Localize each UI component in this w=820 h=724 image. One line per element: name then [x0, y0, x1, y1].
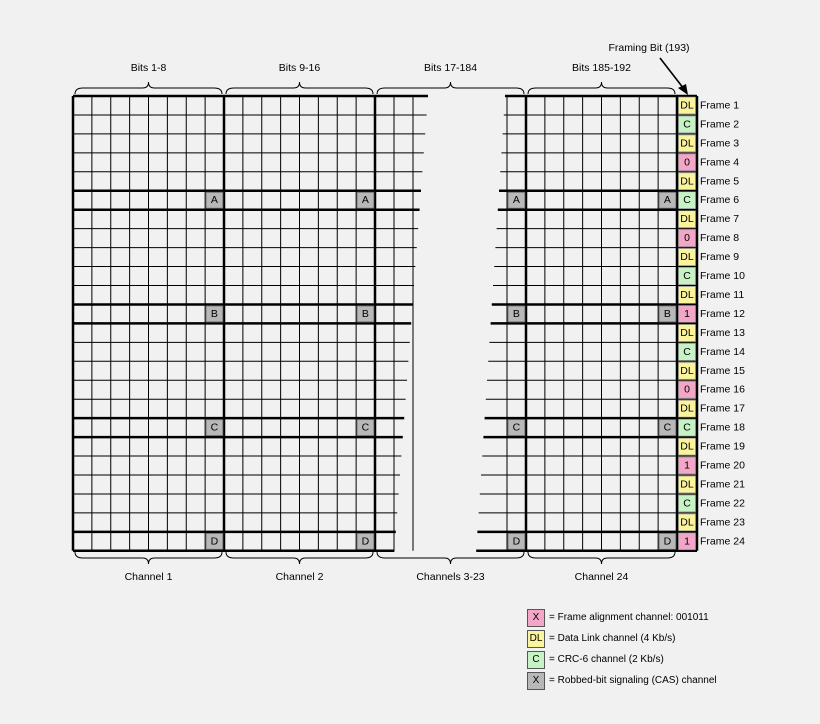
bottom-brace: [528, 552, 675, 564]
legend-text: = Frame alignment channel: 001011: [549, 612, 709, 623]
frame-label: Frame 6: [700, 194, 740, 207]
framing-bit-code: DL: [680, 402, 694, 415]
signaling-letter: D: [210, 535, 219, 548]
legend-item: [527, 628, 717, 649]
framing-bit-code: DL: [680, 440, 694, 453]
legend-item: [527, 607, 717, 628]
framing-bit-code: 1: [684, 459, 690, 472]
frame-label: Frame 11: [700, 288, 745, 301]
framing-bit-code: C: [683, 118, 691, 131]
legend-item: [527, 670, 717, 691]
signaling-letter: D: [361, 535, 370, 548]
frame-label: Frame 21: [700, 478, 745, 491]
frame-label: Frame 1: [700, 99, 740, 112]
frame-label: Frame 9: [700, 251, 740, 264]
signaling-letter: B: [512, 307, 520, 320]
frame-label: Frame 19: [700, 440, 745, 453]
signaling-letter: C: [512, 421, 521, 434]
signaling-letter: A: [361, 194, 369, 207]
frame-label: Frame 17: [700, 402, 745, 415]
signaling-letter: B: [663, 307, 671, 320]
frame-label: Frame 2: [700, 118, 740, 131]
frame-label: Frame 24: [700, 535, 745, 548]
bottom-brace: [377, 552, 524, 564]
frame-label: Frame 10: [700, 270, 745, 283]
legend-swatch: X: [527, 609, 545, 627]
frame-label: Frame 4: [700, 156, 740, 169]
channel-label: Channel 1: [124, 571, 173, 583]
framing-bit-code: DL: [680, 326, 694, 339]
bottom-brace: [226, 552, 373, 564]
channel-label: Channel 24: [574, 571, 629, 583]
channel-label: Channel 2: [275, 571, 324, 583]
framing-bit-code: 0: [684, 156, 690, 169]
signaling-letter: A: [663, 194, 671, 207]
framing-bit-code: DL: [680, 213, 694, 226]
bit-range-label: Bits 1-8: [130, 62, 167, 74]
legend-swatch: C: [527, 651, 545, 669]
signaling-letter: B: [210, 307, 218, 320]
top-brace: [226, 82, 373, 94]
framing-bit-code: C: [683, 270, 691, 283]
legend-swatch: DL: [527, 630, 545, 648]
signaling-letter: A: [210, 194, 218, 207]
framing-bit-code: DL: [680, 516, 694, 529]
bit-range-label: Bits 17-184: [423, 62, 478, 74]
framing-bit-code: DL: [680, 251, 694, 264]
top-brace: [528, 82, 675, 94]
bottom-brace: [75, 552, 222, 564]
channel-label: Channels 3-23: [416, 571, 485, 583]
signaling-letter: D: [512, 535, 521, 548]
frame-label: Frame 18: [700, 421, 745, 434]
signaling-letter: B: [361, 307, 369, 320]
signaling-letter: C: [210, 421, 219, 434]
framing-bit-code: 0: [684, 383, 690, 396]
signaling-letter: C: [663, 421, 672, 434]
frame-label: Frame 3: [700, 137, 740, 150]
legend-item: [527, 649, 717, 670]
signaling-letter: A: [512, 194, 520, 207]
signaling-letter: D: [663, 535, 672, 548]
frame-label: Frame 13: [700, 326, 745, 339]
frame-label: Frame 15: [700, 364, 745, 377]
framing-bit-code: DL: [680, 478, 694, 491]
frame-label: Frame 22: [700, 497, 745, 510]
bit-range-label: Bits 185-192: [572, 62, 631, 74]
frame-label: Frame 14: [700, 345, 745, 358]
framing-bit-code: DL: [680, 175, 694, 188]
framing-bit-code: 1: [684, 307, 690, 320]
framing-bit-code: 0: [684, 232, 690, 245]
legend: [527, 607, 717, 691]
top-brace: [75, 82, 222, 94]
frame-label: Frame 12: [700, 307, 745, 320]
framing-bit-code: C: [683, 497, 691, 510]
framing-bit-code: C: [683, 345, 691, 358]
frame-label: Frame 23: [700, 516, 745, 529]
framing-bit-code: 1: [684, 535, 690, 548]
framing-bit-code: DL: [680, 288, 694, 301]
legend-text: = Data Link channel (4 Kb/s): [549, 633, 676, 644]
frame-label: Frame 8: [700, 232, 740, 245]
framing-bit-arrowhead: [678, 84, 688, 95]
framing-bit-code: DL: [680, 364, 694, 377]
framing-bit-label: Framing Bit (193): [608, 42, 690, 54]
framing-bit-code: C: [683, 421, 691, 434]
framing-bit-code: DL: [680, 137, 694, 150]
legend-swatch: X: [527, 672, 545, 690]
framing-bit-code: DL: [680, 99, 694, 112]
legend-text: = CRC-6 channel (2 Kb/s): [549, 654, 664, 665]
bit-range-label: Bits 9-16: [278, 62, 321, 74]
frame-label: Frame 16: [700, 383, 745, 396]
framing-bit-code: C: [683, 194, 691, 207]
framing-bit-arrow: [660, 58, 684, 89]
top-brace: [377, 82, 524, 94]
frame-label: Frame 7: [700, 213, 740, 226]
frame-label: Frame 5: [700, 175, 740, 188]
legend-text: = Robbed-bit signaling (CAS) channel: [549, 675, 717, 686]
signaling-letter: C: [361, 421, 370, 434]
frame-label: Frame 20: [700, 459, 745, 472]
